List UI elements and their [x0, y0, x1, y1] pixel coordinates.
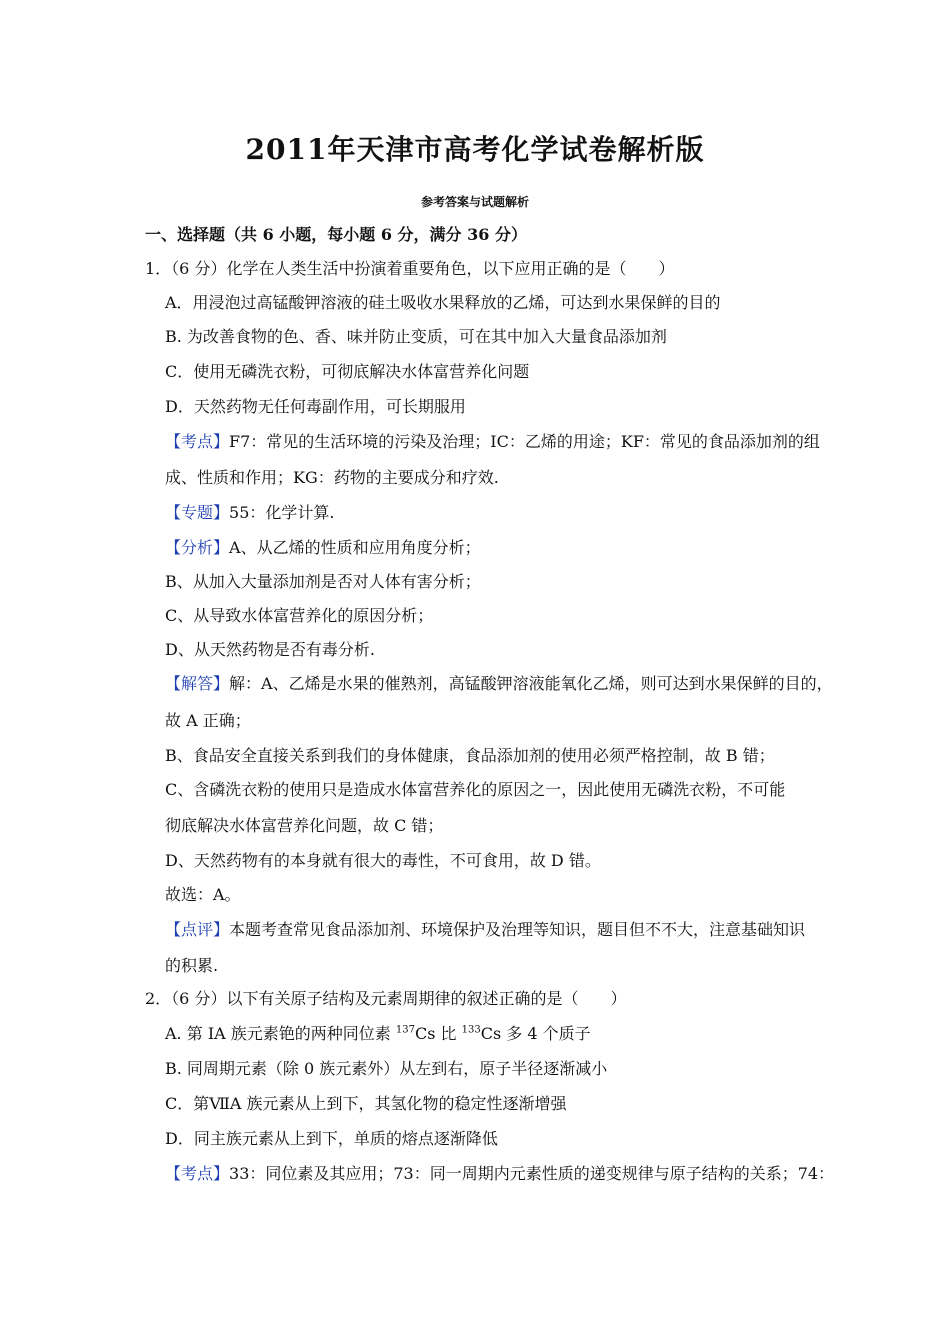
- q1-jieda-1: 解：A、乙烯是水果的催熟剂，高锰酸钾溶液能氧化乙烯，则可达到水果保鲜的目的，: [229, 674, 833, 693]
- q2-option-a-pre: A. 第 IA 族元素铯的两种同位素: [165, 1024, 396, 1043]
- q1-jieda-3: B、食品安全直接关系到我们的身体健康，食品添加剂的使用必须严格控制，故 B 错；: [165, 746, 775, 765]
- kaodian-tag: 【考点】: [165, 432, 230, 451]
- q1-fenxi-b: B、从加入大量添加剂是否对人体有害分析；: [165, 572, 481, 591]
- q2-option-a: [165, 1023, 591, 1045]
- q2-option-a-mid: Cs 比: [414, 1024, 462, 1043]
- page-subtitle: 参考答案与试题解析: [420, 195, 529, 209]
- q1-fenxi-d: D、从天然药物是否有毒分析.: [165, 640, 375, 659]
- isotope-mass-133: 133: [461, 1024, 481, 1036]
- q1-kaodian-cont: 成、性质和作用；KG：药物的主要成分和疗效.: [165, 468, 499, 487]
- q1-fenxi: [165, 537, 481, 559]
- q1-jieda-2: 故 A 正确；: [165, 711, 251, 730]
- q2-kaodian-text: 33：同位素及其应用；73：同一周期内元素性质的递变规律与原子结构的关系；74：: [229, 1164, 835, 1183]
- q1-jieda-5: 彻底解决水体富营养化问题，故 C 错；: [165, 816, 444, 835]
- q1-dianping-cont: 的积累.: [165, 956, 219, 975]
- q1-fenxi-c: C、从导致水体富营养化的原因分析；: [165, 606, 434, 625]
- q1-dianping-text: 本题考查常见食品添加剂、环境保护及治理等知识，题目但不不大，注意基础知识: [229, 920, 806, 939]
- q1-option-a: A．用浸泡过高锰酸钾溶液的硅土吸收水果释放的乙烯，可达到水果保鲜的目的: [165, 293, 721, 312]
- q1-jieda-4: C、含磷洗衣粉的使用只是造成水体富营养化的原因之一，因此使用无磷洗衣粉，不可能: [165, 780, 786, 799]
- q1-zhuanti: [165, 502, 334, 524]
- q2-kaodian: [165, 1163, 834, 1185]
- q1-option-d: D．天然药物无任何毒副作用，可长期服用: [165, 397, 466, 416]
- q2-option-c: C．第ⅦA 族元素从上到下，其氢化物的稳定性逐渐增强: [165, 1094, 567, 1113]
- jieda-tag: 【解答】: [165, 674, 230, 693]
- q1-stem: 1．（6 分）化学在人类生活中扮演着重要角色，以下应用正确的是（ ）: [145, 259, 675, 278]
- q2-stem: 2．（6 分）以下有关原子结构及元素周期律的叙述正确的是（ ）: [145, 989, 627, 1008]
- q1-option-b: B. 为改善食物的色、香、味并防止变质，可在其中加入大量食品添加剂: [165, 327, 667, 346]
- q2-option-a-post: Cs 多 4 个质子: [480, 1024, 591, 1043]
- q1-jieda-6: D、天然药物有的本身就有很大的毒性，不可食用，故 D 错。: [165, 851, 601, 870]
- q1-jieda-7: 故选：A。: [165, 885, 241, 904]
- q2-option-d: D．同主族元素从上到下，单质的熔点逐渐降低: [165, 1129, 498, 1148]
- q1-jieda: [165, 673, 833, 695]
- isotope-mass-137: 137: [395, 1024, 415, 1036]
- q1-dianping: [165, 919, 805, 941]
- q2-option-b: B. 同周期元素（除 0 族元素外）从左到右，原子半径逐渐减小: [165, 1059, 608, 1078]
- q1-kaodian: [165, 431, 820, 453]
- q1-fenxi-a: A、从乙烯的性质和应用角度分析；: [229, 538, 481, 557]
- zhuanti-tag: 【专题】: [165, 503, 230, 522]
- section-heading: 一、选择题（共 6 小题，每小题 6 分，满分 36 分）: [145, 225, 527, 244]
- q1-option-c: C．使用无磷洗衣粉，可彻底解决水体富营养化问题: [165, 362, 530, 381]
- fenxi-tag: 【分析】: [165, 538, 230, 557]
- q2-kaodian-tag: 【考点】: [165, 1164, 230, 1183]
- q1-kaodian-text: F7：常见的生活环境的污染及治理；IC：乙烯的用途；KF：常见的食品添加剂的组: [229, 432, 820, 451]
- page-title: 2011年天津市高考化学试卷解析版: [245, 133, 705, 166]
- q1-zhuanti-text: 55：化学计算.: [229, 503, 335, 522]
- dianping-tag: 【点评】: [165, 920, 230, 939]
